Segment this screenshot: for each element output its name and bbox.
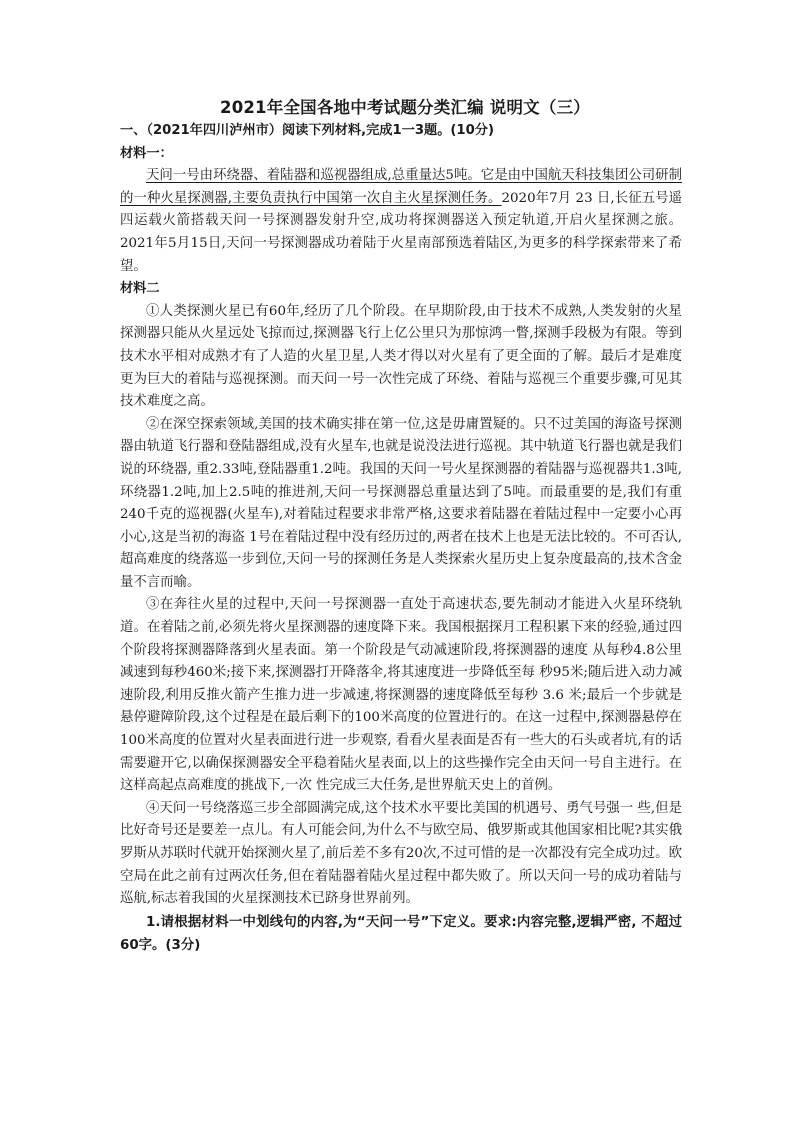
material2-label: 材料二 bbox=[120, 281, 160, 297]
document-page bbox=[120, 96, 682, 957]
material1-label: 材料一： bbox=[120, 145, 173, 161]
question-1: 1.请根据材料一中划线句的内容,为“天问一号”下定义。要求:内容完整,逻辑严密, 不超过60字。(3分) bbox=[120, 914, 682, 953]
material2-paragraph-1: ①人类探测火星已有60年,经历了几个阶段。在早期阶段,由于技术不成熟,人类发射的火星探测器只能从火星远处飞掠而过,探测器飞行上亿公里只为那惊鸿一瞥,探测手段极为有限。等到技术水平相对成熟才有了人造的火星卫星,人类才得以对火星有了更全面的了解。最后才是难度更为巨大的着陆与巡视探测。而天问一号一次性完成了环绕、着陆与巡视三个重要步骤,可见其技术难度之高。 bbox=[120, 303, 682, 410]
material2-paragraph-4: ④天问一号绕落巡三步全部圆满完成,这个技术水平要比美国的机遇号、勇气号强一 些,但是比好奇号还是要差一点儿。有人可能会问,为什么不与欧空局、俄罗斯或其他国家相比呢?其实俄罗斯从苏联时代就开始探测火星了,前后差不多有20次,不过可惜的是一次都没有完全成功过。欧空局在此之前有过两次任务,但在着陆器着陆火星过程中都失败了。所以天问一号的成功着陆与巡航,标志着我国的火星探测技术已跻身世界前列。 bbox=[120, 800, 682, 907]
underlined-definition-sentence: 天问一号由环绕器、着陆器和巡视器组成,总重量达5吨。它是由中国航天科技集团公司研制的一种火星探测器,主要负责执行中国第一次自主火星探测任务。 bbox=[120, 168, 682, 206]
section-heading: 一、（2021年四川泸州市）阅读下列材料,完成1一3题。(10分) bbox=[120, 123, 494, 138]
material2-paragraph-2: ②在深空探索领域,美国的技术确实排在第一位,这是毋庸置疑的。只不过美国的海盗号探测器由轨道飞行器和登陆器组成,没有火星车,也就是说没法进行巡视。其中轨道飞行器也就是我们说的环绕器, 重2.33吨,登陆器重1.2吨。我国的天问一号火星探测器的着陆器与巡视器共1.3吨,环绕器1.2吨,加上2.5吨的推进剂,天问一号探测器总重量达到了5吨。而最重要的是,我们有重240千克的巡视器(火星车),对着陆过程要求非常严格,这要求着陆器在着陆过程中一定要小心再小心,这是当初的海盗 1号在着陆过程中没有经历过的,两者在技术上也是无法比较的。不可否认,超高难度的绕落巡一步到位,天问一号的探测任务是人类探索火星历史上复杂度最高的,技术含金量不言而喻。 bbox=[120, 416, 682, 590]
page-title: 2021年全国各地中考试题分类汇编 说明文（三） bbox=[220, 98, 590, 117]
material1-paragraph bbox=[120, 165, 682, 278]
material2-paragraph-3: ③在奔往火星的过程中,天问一号探测器一直处于高速状态,要先制动才能进入火星环绕轨道。在着陆之前,必须先将火星探测器的速度降下来。我国根据探月工程积累下来的经验,通过四个阶段将探测器降落到火星表面。第一个阶段是气动减速阶段,将探测器的速度 从每秒4.8公里减速到每秒460米;接下来,探测器打开降落伞,将其速度进一步降低至每 秒95米;随后进入动力减速阶段,利用反推火箭产生推力进一步减速,将探测器的速度降低至每秒 3.6 米;最后一个步就是悬停避障阶段,这个过程是在最后剩下的100米高度的位置进行的。在这一过程中,探测器悬停在100米高度的位置对火星表面进行进一步观察, 看看火星表面是否有一些大的石头或者坑,有的话需要避开它,以确保探测器安全平稳着陆火星表面,以上的这些操作完全由天问一号自主进行。在这样高起点高难度的挑战下,一次 性完成三大任务,是世界航天史上的首例。 bbox=[120, 597, 682, 794]
material1-rest: 2020年7月 23 日,长征五号遥四运载火箭搭载天问一号探测器发射升空,成功将探测器送入预定轨道,开启火星探测之旅。2021年5月15日,天问一号探测器成功着陆于火星南部预选着陆区,为更多的科学探索带来了希望。 bbox=[120, 190, 683, 274]
